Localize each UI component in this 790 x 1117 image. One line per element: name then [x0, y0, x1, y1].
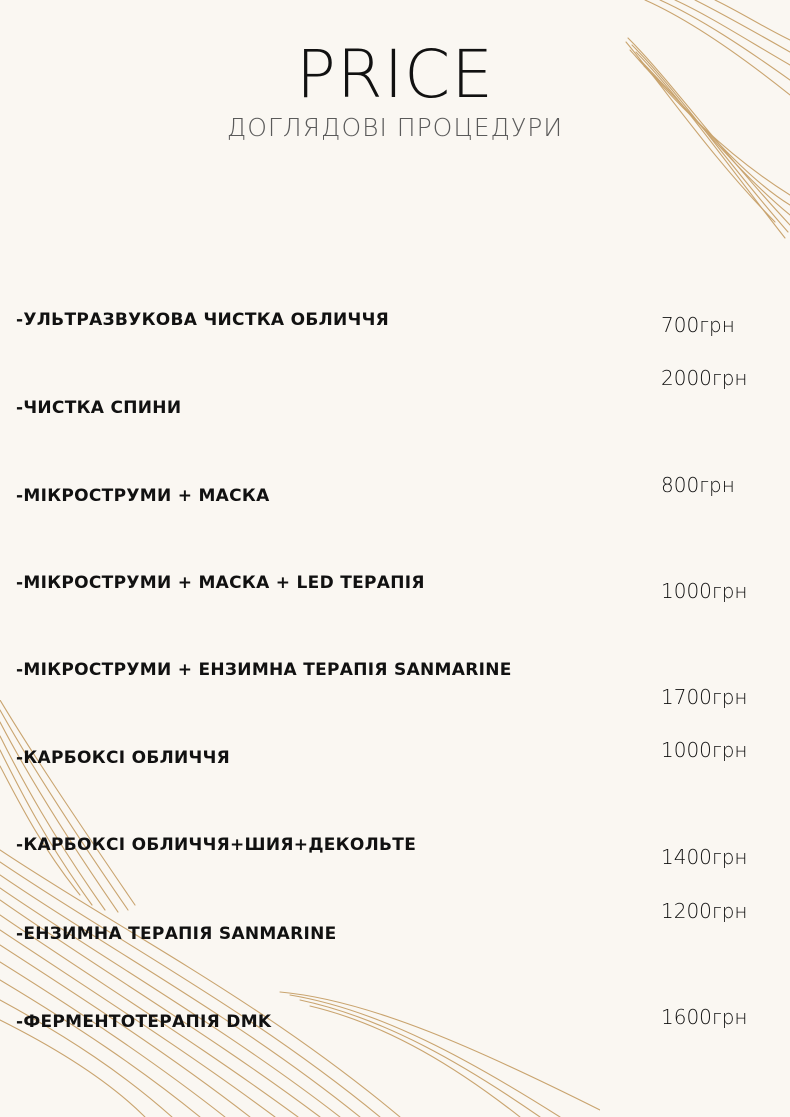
- service-name: -ФЕРМЕНТОТЕРАПІЯ DMK: [16, 1012, 272, 1032]
- service-name: -УЛЬТРАЗВУКОВА ЧИСТКА ОБЛИЧЧЯ: [16, 310, 390, 330]
- service-name: -ЕНЗИМНА ТЕРАПІЯ SANMARINE: [16, 924, 337, 944]
- service-name: -КАРБОКСІ ОБЛИЧЧЯ: [16, 748, 231, 768]
- service-price: 1400грн: [661, 845, 748, 869]
- service-price: 2000грн: [661, 366, 748, 390]
- service-name: -МІКРОСТРУМИ + МАСКА + LED ТЕРАПІЯ: [16, 573, 425, 593]
- service-price: 1600грн: [661, 1005, 748, 1029]
- service-price: 1200грн: [661, 899, 748, 923]
- service-name: -КАРБОКСІ ОБЛИЧЧЯ+ШИЯ+ДЕКОЛЬТЕ: [16, 835, 417, 855]
- page-subtitle: ДОГЛЯДОВІ ПРОЦЕДУРИ: [226, 113, 564, 142]
- service-price: 800грн: [661, 473, 735, 497]
- page-title: PRICE: [296, 36, 494, 113]
- service-name: -МІКРОСТРУМИ + ЕНЗИМНА ТЕРАПІЯ SANMARINE: [16, 660, 512, 680]
- service-price: 1000грн: [661, 738, 748, 762]
- service-price: 1000грн: [661, 579, 748, 603]
- service-name: -МІКРОСТРУМИ + МАСКА: [16, 486, 270, 506]
- service-name: -ЧИСТКА СПИНИ: [16, 398, 182, 418]
- service-price: 1700грн: [661, 685, 748, 709]
- service-price: 700грн: [661, 313, 735, 337]
